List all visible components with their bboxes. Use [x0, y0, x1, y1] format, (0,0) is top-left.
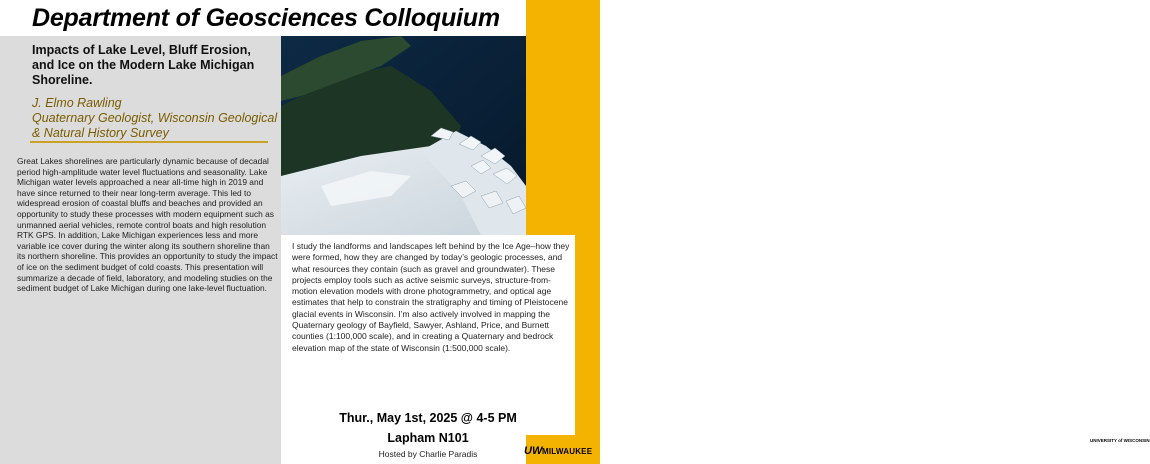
logo-uw: UW: [524, 445, 543, 457]
shoreline-ice-illustration: [281, 36, 526, 235]
gold-title-accent: [526, 0, 600, 38]
event-host: Hosted by Charlie Paradis: [378, 449, 478, 459]
event-location: Lapham N101: [387, 431, 469, 445]
logo-milwaukee: MILWAUKEE: [542, 447, 593, 456]
speaker-affiliation: Quaternary Geologist, Wisconsin Geological & Natural History Survey: [32, 111, 278, 140]
page-title: Department of Geosciences Colloquium: [32, 4, 500, 32]
speaker-underline: [30, 141, 268, 143]
talk-title: Impacts of Lake Level, Bluff Erosion, and Ice on the Modern Lake Michigan Shoreline.: [32, 43, 255, 87]
speaker-block: [32, 96, 280, 141]
abstract-text: Great Lakes shorelines are particularly dynamic because of decadal period high-amplitude water level fluctuations and seasonality. Lake Michigan water levels approached a near all-time high in 2019 and have since returned to their near long-term average. This led to widespread erosion of coastal bluffs and beaches and provided an opportunity to study these processes with modern equipment such as unmanned aerial vehicles, remote control boats and high resolution RTK GPS. In addition, Lake Michigan experiences less and more variable ice cover during the winter along its southern shoreline than its northern shoreline. This provides an opportunity to study the impact of ice on the sediment budget of cold coasts. This presentation will summarize a decade of field, laboratory, and modeling studies on the sediment budget of Lake Michigan during one lake-level fluctuation.: [17, 156, 278, 294]
speaker-bio: I study the landforms and landscapes left behind by the Ice Age–how they were formed, how they are changed by today’s geologic processes, and what resources they contain (such as gravel and groundwater). These projects employ tools such as active seismic surveys, structure-from-motion elevation models with drone photogrammetry, and optical age estimates that help to constrain the stratigraphy and timing of Pleistocene glacial events in Wisconsin. I’m also actively involved in mapping the Quaternary geology of Bayfield, Sawyer, Ashland, Price, and Burnett counties (1:100,000 scale), and in creating a Quaternary and bedrock elevation map of the state of Wisconsin (1:500,000 scale).: [292, 241, 570, 353]
speaker-name: J. Elmo Rawling: [32, 96, 122, 110]
uwm-logo: [524, 438, 1150, 462]
logo-university-text: UNIVERSITY of WISCONSIN: [1090, 438, 1150, 443]
shoreline-ice-photo: [281, 36, 526, 235]
event-date-time: Thur., May 1st, 2025 @ 4-5 PM: [339, 411, 517, 425]
